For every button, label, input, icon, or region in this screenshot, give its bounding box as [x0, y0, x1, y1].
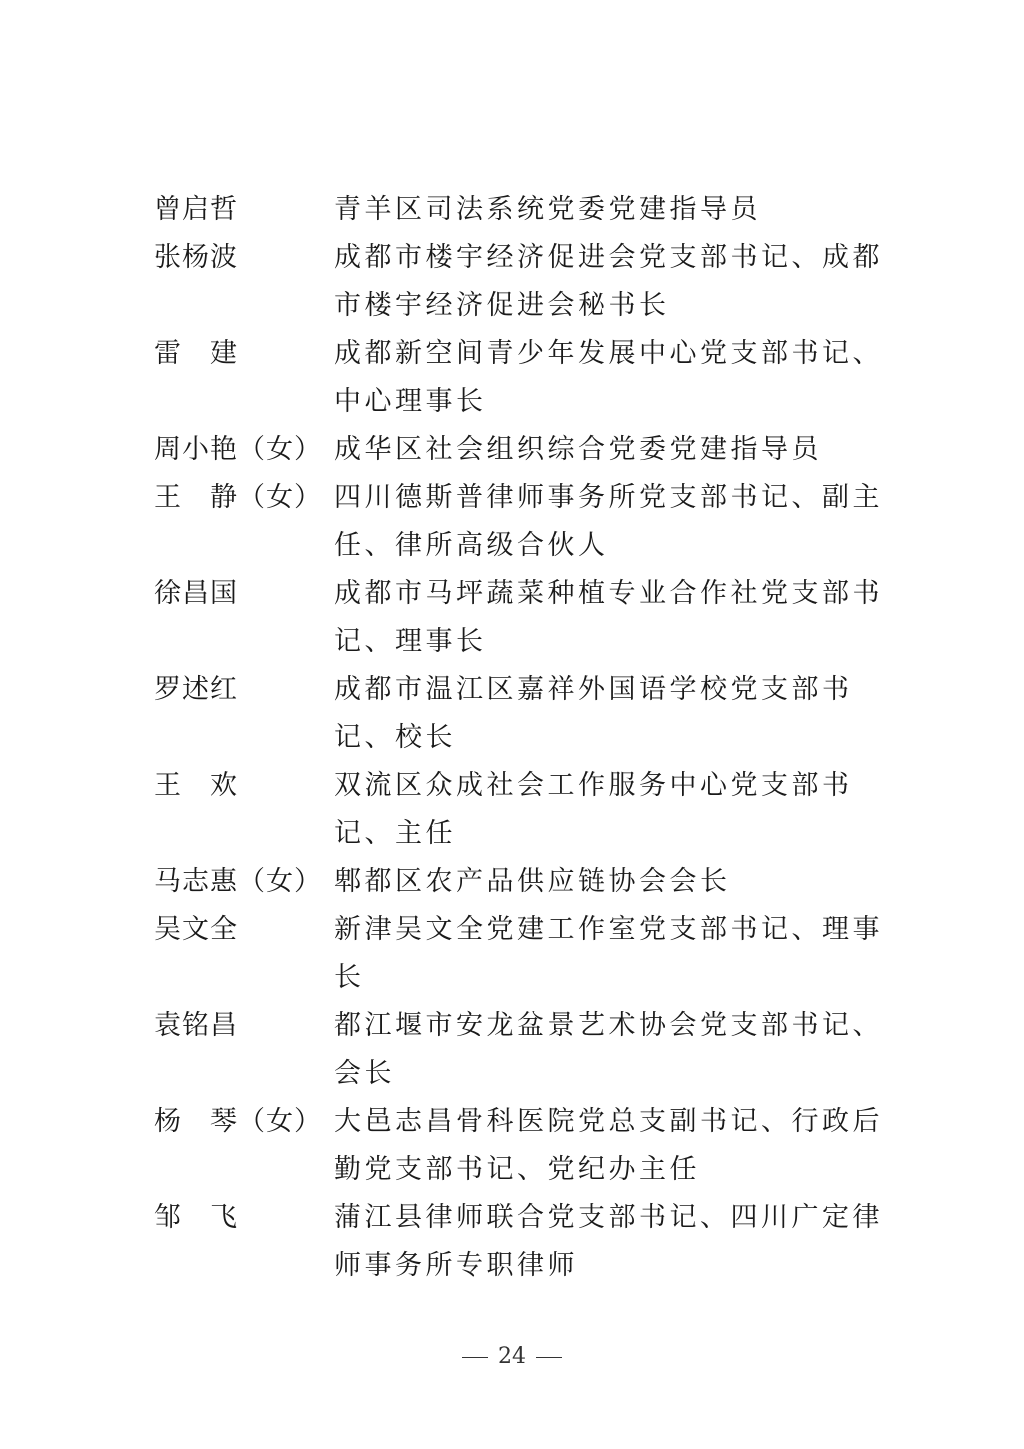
person-title: 成都市马坪蔬菜种植专业合作社党支部书记、理事长	[334, 578, 883, 657]
footer-dash-left	[462, 1357, 488, 1358]
person-title: 郫都区农产品供应链协会会长	[334, 866, 731, 897]
person-name: 徐昌国	[154, 578, 238, 609]
person-title: 青羊区司法系统党委党建指导员	[334, 194, 761, 225]
page-footer	[0, 1344, 1024, 1369]
person-name: 袁铭昌	[154, 1010, 238, 1041]
person-name: 马志惠（女）	[154, 866, 322, 897]
person-title: 成华区社会组织综合党委党建指导员	[334, 434, 822, 465]
person-name: 雷 建	[154, 338, 238, 369]
list-item	[154, 570, 884, 666]
list-item	[154, 330, 884, 426]
person-title: 成都市楼宇经济促进会党支部书记、成都市楼宇经济促进会秘书长	[334, 242, 883, 321]
list-item	[154, 186, 884, 234]
list-item	[154, 474, 884, 570]
person-title: 四川德斯普律师事务所党支部书记、副主任、律所高级合伙人	[334, 482, 883, 561]
person-name: 吴文全	[154, 914, 238, 945]
person-title: 成都新空间青少年发展中心党支部书记、中心理事长	[334, 338, 883, 417]
list-item	[154, 1194, 884, 1290]
list-item	[154, 426, 884, 474]
person-title: 成都市温江区嘉祥外国语学校党支部书记、校长	[334, 674, 853, 753]
list-item	[154, 1098, 884, 1194]
list-item	[154, 858, 884, 906]
person-name: 周小艳（女）	[154, 434, 322, 465]
name-list	[154, 186, 884, 1290]
person-name: 杨 琴（女）	[154, 1106, 322, 1137]
list-item	[154, 234, 884, 330]
person-name: 邹 飞	[154, 1202, 238, 1233]
list-item	[154, 1002, 884, 1098]
person-title: 蒲江县律师联合党支部书记、四川广定律师事务所专职律师	[334, 1202, 883, 1281]
person-name: 罗述红	[154, 674, 238, 705]
page-number: 24	[498, 1344, 526, 1369]
list-item	[154, 762, 884, 858]
list-item	[154, 906, 884, 1002]
person-name: 张杨波	[154, 242, 238, 273]
person-title: 大邑志昌骨科医院党总支副书记、行政后勤党支部书记、党纪办主任	[334, 1106, 883, 1185]
person-title: 都江堰市安龙盆景艺术协会党支部书记、会长	[334, 1010, 883, 1089]
person-name: 王 欢	[154, 770, 238, 801]
person-name: 曾启哲	[154, 194, 238, 225]
person-name: 王 静（女）	[154, 482, 322, 513]
person-title: 双流区众成社会工作服务中心党支部书记、主任	[334, 770, 853, 849]
person-title: 新津吴文全党建工作室党支部书记、理事长	[334, 914, 883, 993]
footer-dash-right	[536, 1357, 562, 1358]
list-item	[154, 666, 884, 762]
